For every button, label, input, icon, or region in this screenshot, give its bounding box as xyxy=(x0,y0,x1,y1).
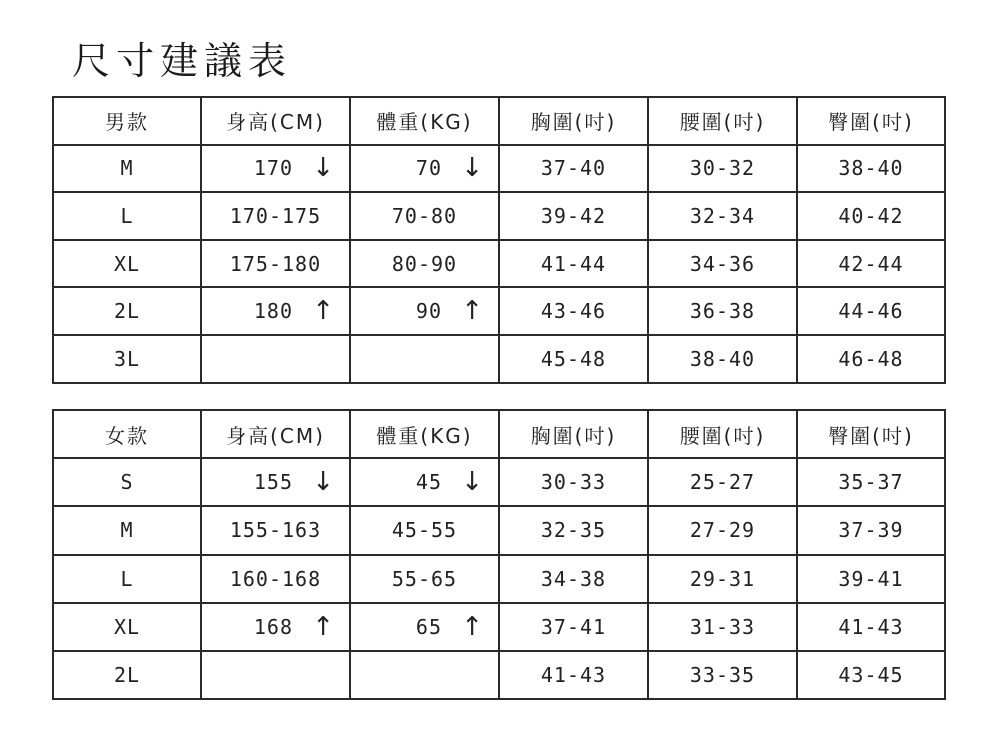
size-cell: M xyxy=(53,145,201,193)
height-value: 170-175 xyxy=(229,203,322,228)
arrow-down-icon: ↓ xyxy=(312,467,335,498)
hip-cell: 38-40 xyxy=(797,145,945,193)
hip-cell: 41-43 xyxy=(797,603,945,651)
weight-cell xyxy=(350,603,499,651)
waist-cell: 32-34 xyxy=(648,192,797,240)
hip-cell: 40-42 xyxy=(797,192,945,240)
chest-cell: 34-38 xyxy=(499,555,648,603)
waist-cell: 34-36 xyxy=(648,240,797,288)
header-hip: 臀圍(吋) xyxy=(797,97,945,145)
height-cell xyxy=(201,651,350,699)
waist-cell: 33-35 xyxy=(648,651,797,699)
height-cell xyxy=(201,555,350,603)
weight-cell xyxy=(350,506,499,554)
weight-cell xyxy=(350,335,499,383)
size-cell: L xyxy=(53,555,201,603)
weight-value: 45 xyxy=(415,470,442,495)
table-row xyxy=(53,287,945,335)
size-cell: 2L xyxy=(53,287,201,335)
table-row xyxy=(53,603,945,651)
size-cell: 3L xyxy=(53,335,201,383)
waist-cell: 36-38 xyxy=(648,287,797,335)
table-row xyxy=(53,651,945,699)
arrow-up-icon: ↑ xyxy=(461,296,484,327)
table-row xyxy=(53,458,945,506)
weight-value: 55-65 xyxy=(391,566,458,591)
height-cell xyxy=(201,458,350,506)
height-value: 170 xyxy=(253,156,293,181)
hip-cell: 39-41 xyxy=(797,555,945,603)
header-weight: 體重(KG) xyxy=(350,410,499,458)
size-cell: XL xyxy=(53,240,201,288)
weight-cell xyxy=(350,458,499,506)
height-value: 180 xyxy=(253,299,293,324)
weight-cell xyxy=(350,145,499,193)
chest-cell: 41-43 xyxy=(499,651,648,699)
chest-cell: 37-40 xyxy=(499,145,648,193)
weight-value: 65 xyxy=(415,614,442,639)
chest-cell: 41-44 xyxy=(499,240,648,288)
size-cell: M xyxy=(53,506,201,554)
arrow-down-icon: ↓ xyxy=(312,153,335,184)
arrow-down-icon: ↓ xyxy=(461,153,484,184)
waist-cell: 25-27 xyxy=(648,458,797,506)
women-size-table xyxy=(52,409,946,700)
height-value: 175-180 xyxy=(229,251,322,276)
header-chest: 胸圍(吋) xyxy=(499,410,648,458)
height-cell xyxy=(201,192,350,240)
height-cell xyxy=(201,506,350,554)
header-weight: 體重(KG) xyxy=(350,97,499,145)
waist-cell: 31-33 xyxy=(648,603,797,651)
header-height: 身高(CM) xyxy=(201,410,350,458)
header-height: 身高(CM) xyxy=(201,97,350,145)
size-cell: L xyxy=(53,192,201,240)
header-waist: 腰圍(吋) xyxy=(648,410,797,458)
table-header-row xyxy=(53,410,945,458)
height-cell xyxy=(201,287,350,335)
height-cell xyxy=(201,145,350,193)
weight-value: 70-80 xyxy=(391,203,458,228)
height-cell xyxy=(201,603,350,651)
header-hip: 臀圍(吋) xyxy=(797,410,945,458)
men-size-table xyxy=(52,96,946,384)
weight-cell xyxy=(350,287,499,335)
height-cell xyxy=(201,240,350,288)
chest-cell: 45-48 xyxy=(499,335,648,383)
waist-cell: 30-32 xyxy=(648,145,797,193)
waist-cell: 29-31 xyxy=(648,555,797,603)
header-women-style: 女款 xyxy=(53,410,201,458)
table-row xyxy=(53,506,945,554)
chest-cell: 32-35 xyxy=(499,506,648,554)
table-header-row xyxy=(53,97,945,145)
table-row xyxy=(53,555,945,603)
header-men-style: 男款 xyxy=(53,97,201,145)
size-cell: XL xyxy=(53,603,201,651)
table-row xyxy=(53,335,945,383)
arrow-up-icon: ↑ xyxy=(461,611,484,642)
height-cell xyxy=(201,335,350,383)
height-value: 155-163 xyxy=(229,518,322,543)
chest-cell: 43-46 xyxy=(499,287,648,335)
hip-cell: 42-44 xyxy=(797,240,945,288)
size-cell: 2L xyxy=(53,651,201,699)
chest-cell: 39-42 xyxy=(499,192,648,240)
weight-cell xyxy=(350,240,499,288)
table-row xyxy=(53,240,945,288)
hip-cell: 37-39 xyxy=(797,506,945,554)
header-chest: 胸圍(吋) xyxy=(499,97,648,145)
chest-cell: 30-33 xyxy=(499,458,648,506)
waist-cell: 27-29 xyxy=(648,506,797,554)
waist-cell: 38-40 xyxy=(648,335,797,383)
size-cell: S xyxy=(53,458,201,506)
weight-cell xyxy=(350,651,499,699)
weight-value: 45-55 xyxy=(391,518,458,543)
weight-cell xyxy=(350,555,499,603)
hip-cell: 44-46 xyxy=(797,287,945,335)
arrow-up-icon: ↑ xyxy=(312,611,335,642)
page-title: 尺寸建議表 xyxy=(72,39,293,83)
table-row xyxy=(53,192,945,240)
hip-cell: 43-45 xyxy=(797,651,945,699)
arrow-up-icon: ↑ xyxy=(312,296,335,327)
table-row xyxy=(53,145,945,193)
height-value: 168 xyxy=(253,614,293,639)
arrow-down-icon: ↓ xyxy=(461,467,484,498)
weight-value: 80-90 xyxy=(391,251,458,276)
height-value: 160-168 xyxy=(229,566,322,591)
weight-value: 70 xyxy=(415,156,442,181)
header-waist: 腰圍(吋) xyxy=(648,97,797,145)
weight-cell xyxy=(350,192,499,240)
weight-value: 90 xyxy=(415,299,442,324)
chest-cell: 37-41 xyxy=(499,603,648,651)
height-value: 155 xyxy=(253,470,293,495)
hip-cell: 35-37 xyxy=(797,458,945,506)
hip-cell: 46-48 xyxy=(797,335,945,383)
